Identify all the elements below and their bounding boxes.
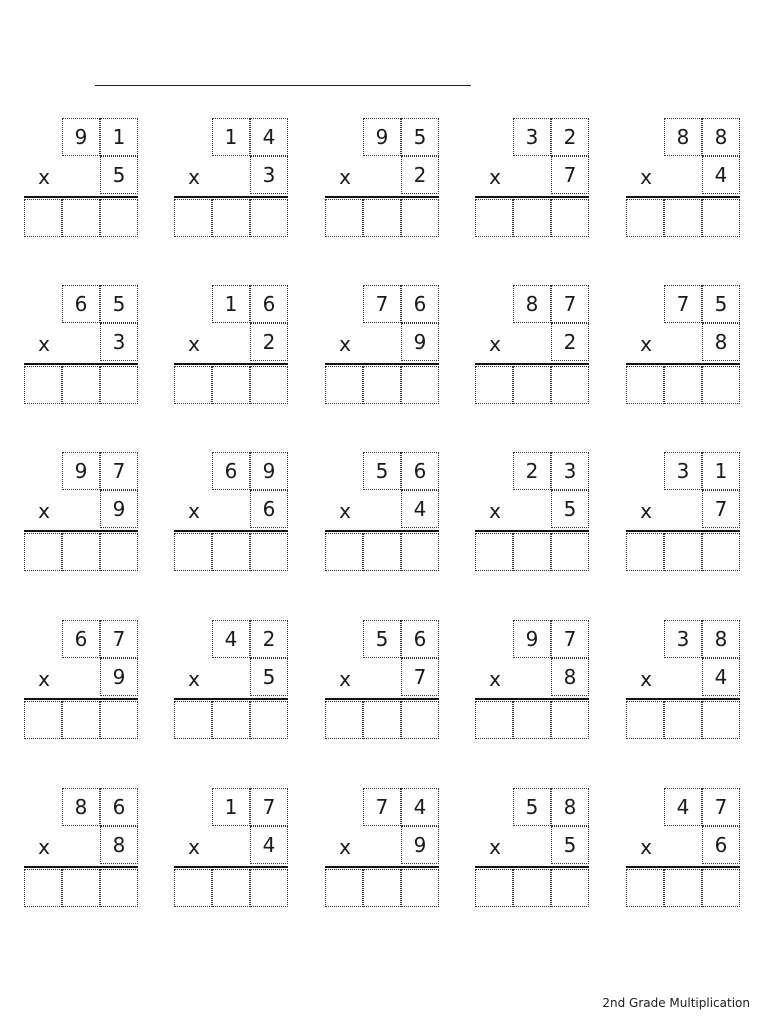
- tens-digit: 4: [664, 788, 702, 826]
- multiply-sign: x: [38, 667, 50, 691]
- ones-digit: 6: [401, 452, 439, 490]
- multiply-sign: x: [38, 499, 50, 523]
- answer-box-tens[interactable]: [664, 366, 702, 404]
- tens-digit: 9: [513, 620, 551, 658]
- multiply-sign: x: [640, 165, 652, 189]
- answer-rule: [24, 698, 138, 700]
- multiply-sign: x: [188, 667, 200, 691]
- answer-box-hundreds[interactable]: [174, 199, 212, 237]
- multiplier-digit: 4: [702, 658, 740, 696]
- multiply-sign: x: [339, 332, 351, 356]
- tens-digit: 3: [664, 620, 702, 658]
- answer-box-ones[interactable]: [250, 869, 288, 907]
- answer-rule: [626, 530, 740, 532]
- multiplication-problem: [475, 285, 589, 405]
- answer-rule: [174, 866, 288, 868]
- ones-digit: 5: [100, 285, 138, 323]
- multiply-sign: x: [640, 835, 652, 859]
- multiply-sign: x: [188, 499, 200, 523]
- multiplication-problem: [475, 788, 589, 908]
- answer-box-hundreds[interactable]: [24, 366, 62, 404]
- answer-rule: [174, 196, 288, 198]
- answer-box-hundreds[interactable]: [24, 199, 62, 237]
- tens-digit: 9: [62, 452, 100, 490]
- multiplication-problem: [24, 620, 138, 740]
- answer-box-hundreds[interactable]: [475, 869, 513, 907]
- ones-digit: 8: [702, 620, 740, 658]
- answer-rule: [174, 530, 288, 532]
- multiplication-problem: [475, 118, 589, 238]
- multiplier-digit: 9: [100, 490, 138, 528]
- ones-digit: 5: [401, 118, 439, 156]
- multiplier-digit: 3: [250, 156, 288, 194]
- ones-digit: 8: [551, 788, 589, 826]
- answer-box-hundreds[interactable]: [626, 701, 664, 739]
- multiplication-problem: [626, 788, 740, 908]
- ones-digit: 6: [100, 788, 138, 826]
- multiplier-digit: 2: [401, 156, 439, 194]
- ones-digit: 6: [250, 285, 288, 323]
- answer-box-ones[interactable]: [702, 199, 740, 237]
- multiplication-problem: [325, 285, 439, 405]
- multiplier-digit: 2: [250, 323, 288, 361]
- answer-box-tens[interactable]: [363, 199, 401, 237]
- answer-box-tens[interactable]: [664, 199, 702, 237]
- answer-box-ones[interactable]: [250, 199, 288, 237]
- ones-digit: 7: [551, 285, 589, 323]
- answer-box-hundreds[interactable]: [174, 533, 212, 571]
- ones-digit: 9: [250, 452, 288, 490]
- multiplication-problem: [24, 118, 138, 238]
- multiplier-digit: 8: [100, 826, 138, 864]
- answer-box-tens[interactable]: [212, 533, 250, 571]
- tens-digit: 8: [664, 118, 702, 156]
- answer-box-ones[interactable]: [250, 701, 288, 739]
- footer-label: 2nd Grade Multiplication: [602, 996, 750, 1010]
- tens-digit: 7: [363, 285, 401, 323]
- answer-box-ones[interactable]: [401, 701, 439, 739]
- answer-rule: [24, 363, 138, 365]
- answer-box-ones[interactable]: [100, 366, 138, 404]
- multiply-sign: x: [339, 499, 351, 523]
- multiplier-digit: 4: [702, 156, 740, 194]
- ones-digit: 7: [100, 620, 138, 658]
- answer-box-hundreds[interactable]: [626, 533, 664, 571]
- multiply-sign: x: [489, 165, 501, 189]
- tens-digit: 1: [212, 285, 250, 323]
- answer-box-tens[interactable]: [363, 869, 401, 907]
- ones-digit: 2: [250, 620, 288, 658]
- tens-digit: 9: [363, 118, 401, 156]
- ones-digit: 7: [100, 452, 138, 490]
- answer-box-hundreds[interactable]: [174, 869, 212, 907]
- multiplier-digit: 4: [401, 490, 439, 528]
- answer-box-tens[interactable]: [513, 366, 551, 404]
- multiplication-problem: [174, 788, 288, 908]
- answer-box-hundreds[interactable]: [325, 533, 363, 571]
- multiply-sign: x: [339, 835, 351, 859]
- answer-rule: [475, 196, 589, 198]
- answer-rule: [626, 196, 740, 198]
- answer-rule: [325, 363, 439, 365]
- ones-digit: 4: [250, 118, 288, 156]
- multiplier-digit: 2: [551, 323, 589, 361]
- multiply-sign: x: [640, 499, 652, 523]
- multiply-sign: x: [640, 667, 652, 691]
- answer-rule: [174, 698, 288, 700]
- multiplication-problem: [174, 620, 288, 740]
- tens-digit: 9: [62, 118, 100, 156]
- answer-box-ones[interactable]: [551, 533, 589, 571]
- multiply-sign: x: [188, 332, 200, 356]
- multiply-sign: x: [38, 835, 50, 859]
- tens-digit: 7: [363, 788, 401, 826]
- answer-rule: [626, 698, 740, 700]
- multiplication-problem: [325, 452, 439, 572]
- answer-rule: [626, 866, 740, 868]
- answer-box-tens[interactable]: [513, 199, 551, 237]
- multiplication-problem: [325, 118, 439, 238]
- answer-box-tens[interactable]: [212, 366, 250, 404]
- answer-rule: [475, 698, 589, 700]
- answer-box-hundreds[interactable]: [24, 701, 62, 739]
- answer-box-ones[interactable]: [100, 701, 138, 739]
- answer-box-tens[interactable]: [513, 701, 551, 739]
- multiply-sign: x: [188, 165, 200, 189]
- answer-box-hundreds[interactable]: [325, 366, 363, 404]
- tens-digit: 4: [212, 620, 250, 658]
- multiplication-problem: [626, 285, 740, 405]
- tens-digit: 6: [212, 452, 250, 490]
- answer-rule: [626, 363, 740, 365]
- answer-box-ones[interactable]: [702, 366, 740, 404]
- answer-rule: [475, 363, 589, 365]
- ones-digit: 6: [401, 285, 439, 323]
- multiply-sign: x: [489, 667, 501, 691]
- multiply-sign: x: [38, 332, 50, 356]
- tens-digit: 3: [664, 452, 702, 490]
- answer-box-hundreds[interactable]: [325, 869, 363, 907]
- answer-rule: [325, 530, 439, 532]
- answer-box-hundreds[interactable]: [626, 366, 664, 404]
- answer-box-tens[interactable]: [62, 366, 100, 404]
- multiplier-digit: 9: [401, 826, 439, 864]
- answer-box-hundreds[interactable]: [475, 199, 513, 237]
- answer-box-tens[interactable]: [363, 533, 401, 571]
- tens-digit: 5: [363, 452, 401, 490]
- tens-digit: 6: [62, 620, 100, 658]
- multiplication-problem: [325, 620, 439, 740]
- answer-box-hundreds[interactable]: [325, 199, 363, 237]
- answer-box-tens[interactable]: [363, 701, 401, 739]
- multiplier-digit: 7: [551, 156, 589, 194]
- multiply-sign: x: [489, 332, 501, 356]
- tens-digit: 6: [62, 285, 100, 323]
- multiplication-problem: [174, 118, 288, 238]
- ones-digit: 7: [250, 788, 288, 826]
- answer-box-hundreds[interactable]: [475, 701, 513, 739]
- ones-digit: 7: [702, 788, 740, 826]
- answer-box-ones[interactable]: [401, 199, 439, 237]
- answer-box-hundreds[interactable]: [475, 533, 513, 571]
- multiplication-problem: [174, 452, 288, 572]
- multiplication-problem: [24, 285, 138, 405]
- answer-box-tens[interactable]: [212, 199, 250, 237]
- multiplier-digit: 9: [100, 658, 138, 696]
- ones-digit: 2: [551, 118, 589, 156]
- multiplier-digit: 3: [100, 323, 138, 361]
- answer-box-ones[interactable]: [401, 366, 439, 404]
- answer-box-hundreds[interactable]: [174, 701, 212, 739]
- answer-box-ones[interactable]: [702, 869, 740, 907]
- multiplier-digit: 5: [250, 658, 288, 696]
- answer-box-ones[interactable]: [250, 533, 288, 571]
- answer-rule: [475, 530, 589, 532]
- answer-rule: [475, 866, 589, 868]
- answer-box-ones[interactable]: [250, 366, 288, 404]
- multiply-sign: x: [188, 835, 200, 859]
- multiplier-digit: 4: [250, 826, 288, 864]
- multiplication-problem: [626, 452, 740, 572]
- answer-box-ones[interactable]: [401, 533, 439, 571]
- answer-rule: [24, 196, 138, 198]
- answer-box-ones[interactable]: [100, 533, 138, 571]
- answer-box-hundreds[interactable]: [626, 199, 664, 237]
- multiply-sign: x: [339, 667, 351, 691]
- tens-digit: 8: [62, 788, 100, 826]
- multiplication-problem: [475, 452, 589, 572]
- answer-box-tens[interactable]: [62, 701, 100, 739]
- answer-box-tens[interactable]: [664, 533, 702, 571]
- answer-box-tens[interactable]: [513, 533, 551, 571]
- ones-digit: 6: [401, 620, 439, 658]
- answer-box-ones[interactable]: [551, 869, 589, 907]
- multiplication-problem: [475, 620, 589, 740]
- tens-digit: 5: [363, 620, 401, 658]
- tens-digit: 7: [664, 285, 702, 323]
- answer-box-ones[interactable]: [551, 199, 589, 237]
- multiply-sign: x: [640, 332, 652, 356]
- tens-digit: 1: [212, 788, 250, 826]
- multiplication-problem: [626, 118, 740, 238]
- answer-box-hundreds[interactable]: [475, 366, 513, 404]
- multiplier-digit: 7: [401, 658, 439, 696]
- answer-rule: [24, 530, 138, 532]
- multiply-sign: x: [489, 835, 501, 859]
- tens-digit: 8: [513, 285, 551, 323]
- multiplier-digit: 6: [702, 826, 740, 864]
- ones-digit: 1: [702, 452, 740, 490]
- answer-box-hundreds[interactable]: [24, 533, 62, 571]
- answer-box-tens[interactable]: [62, 199, 100, 237]
- tens-digit: 3: [513, 118, 551, 156]
- ones-digit: 5: [702, 285, 740, 323]
- answer-rule: [325, 866, 439, 868]
- multiplier-digit: 8: [551, 658, 589, 696]
- multiplication-problem: [325, 788, 439, 908]
- answer-box-ones[interactable]: [100, 869, 138, 907]
- tens-digit: 1: [212, 118, 250, 156]
- answer-box-tens[interactable]: [363, 366, 401, 404]
- tens-digit: 5: [513, 788, 551, 826]
- tens-digit: 2: [513, 452, 551, 490]
- answer-rule: [325, 698, 439, 700]
- name-line[interactable]: [95, 85, 471, 86]
- answer-box-tens[interactable]: [513, 869, 551, 907]
- answer-box-tens[interactable]: [212, 701, 250, 739]
- answer-box-ones[interactable]: [702, 701, 740, 739]
- answer-box-tens[interactable]: [62, 869, 100, 907]
- ones-digit: 8: [702, 118, 740, 156]
- answer-box-hundreds[interactable]: [174, 366, 212, 404]
- multiplier-digit: 5: [551, 490, 589, 528]
- answer-box-ones[interactable]: [100, 199, 138, 237]
- ones-digit: 1: [100, 118, 138, 156]
- multiplier-digit: 8: [702, 323, 740, 361]
- multiplier-digit: 6: [250, 490, 288, 528]
- multiplier-digit: 7: [702, 490, 740, 528]
- answer-box-tens[interactable]: [664, 701, 702, 739]
- multiplication-problem: [24, 788, 138, 908]
- answer-box-tens[interactable]: [212, 869, 250, 907]
- answer-box-ones[interactable]: [401, 869, 439, 907]
- answer-box-ones[interactable]: [551, 701, 589, 739]
- answer-rule: [325, 196, 439, 198]
- multiplier-digit: 5: [551, 826, 589, 864]
- multiply-sign: x: [38, 165, 50, 189]
- multiply-sign: x: [489, 499, 501, 523]
- answer-box-tens[interactable]: [62, 533, 100, 571]
- ones-digit: 3: [551, 452, 589, 490]
- multiplier-digit: 5: [100, 156, 138, 194]
- ones-digit: 7: [551, 620, 589, 658]
- multiplication-problem: [174, 285, 288, 405]
- answer-rule: [174, 363, 288, 365]
- multiplication-problem: [626, 620, 740, 740]
- ones-digit: 4: [401, 788, 439, 826]
- answer-box-hundreds[interactable]: [626, 869, 664, 907]
- answer-box-hundreds[interactable]: [325, 701, 363, 739]
- multiply-sign: x: [339, 165, 351, 189]
- multiplication-problem: [24, 452, 138, 572]
- answer-rule: [24, 866, 138, 868]
- answer-box-tens[interactable]: [664, 869, 702, 907]
- answer-box-hundreds[interactable]: [24, 869, 62, 907]
- answer-box-ones[interactable]: [702, 533, 740, 571]
- answer-box-ones[interactable]: [551, 366, 589, 404]
- multiplier-digit: 9: [401, 323, 439, 361]
